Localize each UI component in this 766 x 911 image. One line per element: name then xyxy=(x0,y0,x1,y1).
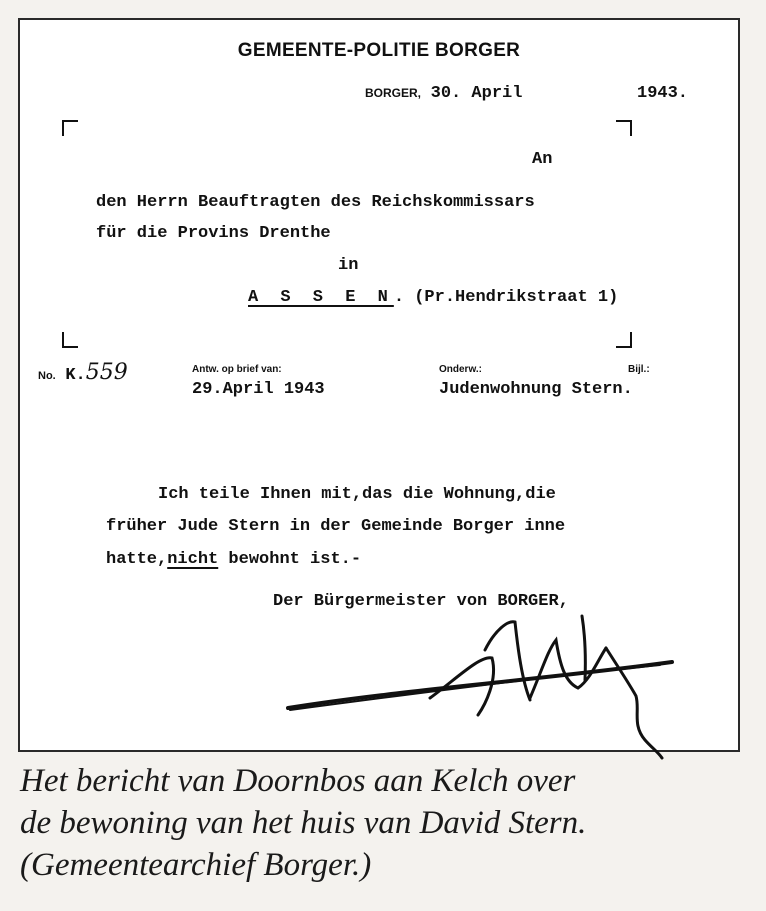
caption-line-2: de bewoning van het huis van David Stern. xyxy=(20,805,587,841)
reply-value: 29.April 1943 xyxy=(192,380,325,399)
signature-stroke xyxy=(290,665,660,710)
address-line-2: für die Provins Drenthe xyxy=(96,224,331,243)
reply-label: Antw. op brief van: xyxy=(192,364,282,375)
address-an: An xyxy=(532,150,553,169)
closing-line: Der Bürgermeister von BORGER, xyxy=(273,592,569,611)
photo-caption xyxy=(20,760,750,886)
body-line-1: Ich teile Ihnen mit,das die Wohnung,die xyxy=(158,485,556,504)
letter-year: 1943. xyxy=(637,84,689,103)
address-corner-bottom-left xyxy=(62,332,78,348)
address-street: . (Pr.Hendrikstraat 1) xyxy=(393,288,619,307)
subject-label: Onderw.: xyxy=(439,364,482,375)
address-corner-top-right xyxy=(616,120,632,136)
reference-number-label: No. xyxy=(38,370,56,382)
letter-place: BORGER, xyxy=(365,86,422,100)
address-city-line xyxy=(248,288,618,307)
address-line-3: in xyxy=(338,256,359,275)
subject-value: Judenwohnung Stern. xyxy=(439,380,633,399)
letter-heading: GEMEENTE-POLITIE BORGER xyxy=(237,40,521,61)
caption-line-3: (Gemeentearchief Borger.) xyxy=(20,847,372,883)
body-emphasis: nicht xyxy=(167,550,219,569)
address-city: A S S E N xyxy=(248,288,394,307)
letter-date-line xyxy=(365,84,522,103)
body-line-3-end: bewohnt ist.- xyxy=(218,550,362,569)
reference-number xyxy=(38,360,128,385)
signature-image xyxy=(280,610,680,760)
signature-stroke xyxy=(530,640,606,698)
caption-line-1: Het bericht van Doornbos aan Kelch over xyxy=(20,763,576,799)
reference-number-prefix: K. xyxy=(65,366,86,385)
body-line-3-start: hatte, xyxy=(106,550,168,569)
address-line-1: den Herrn Beauftragten des Reichskommissars xyxy=(96,193,535,212)
body-line-2: früher Jude Stern in der Gemeinde Borger inne xyxy=(106,517,566,536)
letter-date: 30. April xyxy=(430,84,523,103)
body-line-3 xyxy=(106,550,361,569)
letter-document xyxy=(18,18,740,752)
attachments-label: Bijl.: xyxy=(628,364,650,375)
reference-number-value: 559 xyxy=(85,360,128,385)
signature-stroke xyxy=(582,616,585,680)
address-corner-top-left xyxy=(62,120,78,136)
address-corner-bottom-right xyxy=(616,332,632,348)
